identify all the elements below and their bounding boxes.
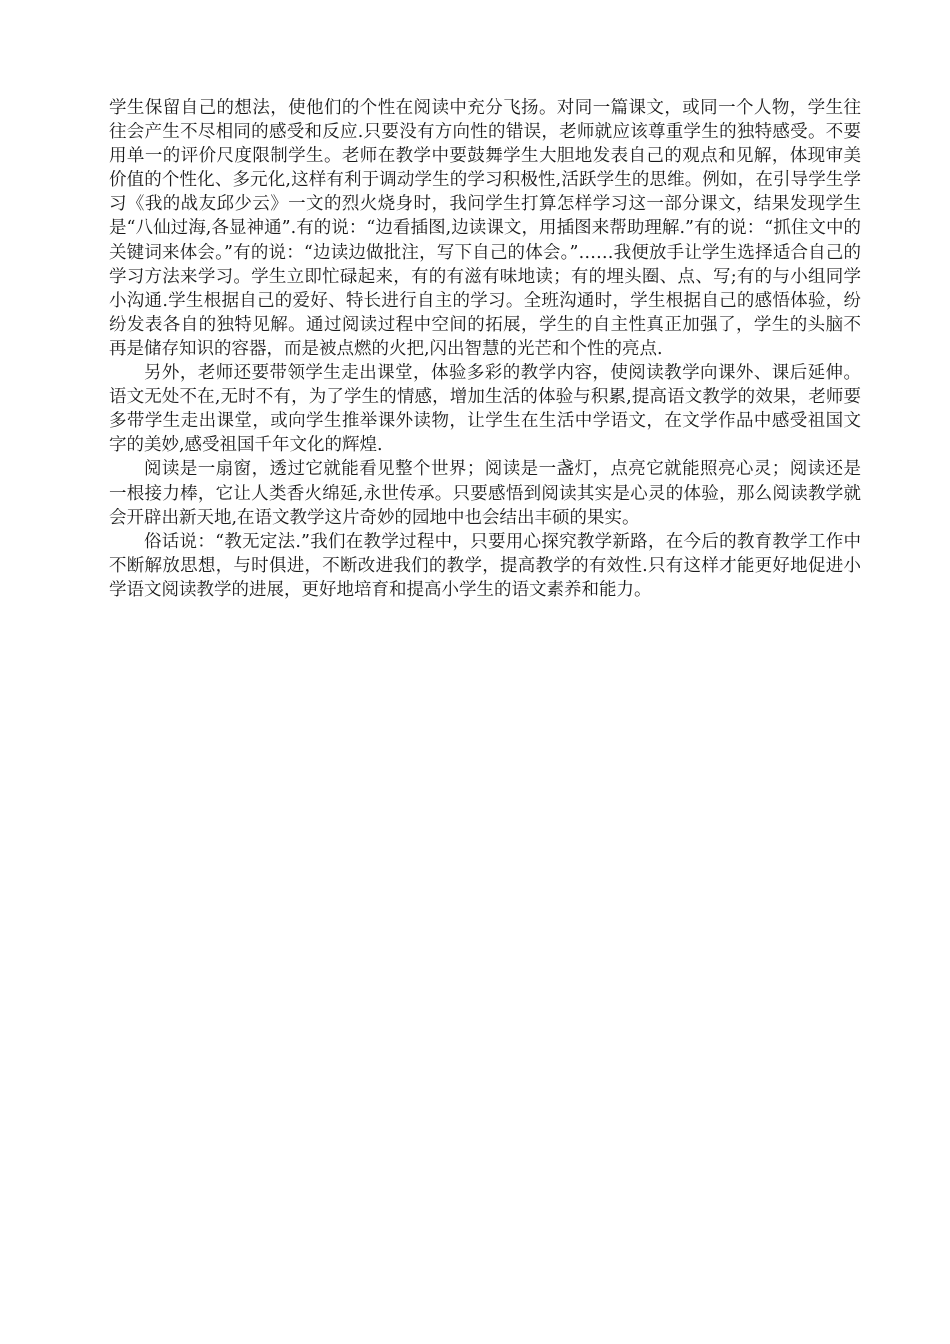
paragraph-extracurricular: 另外，老师还要带领学生走出课堂，体验多彩的教学内容，使阅读教学向课外、课后延伸。语文无处不在,无时不有，为了学生的情感，增加生活的体验与积累,提高语文教学的效果，老师要多带学生走出课堂，或向学生推举课外读物，让学生在生活中学语文，在文学作品中感受祖国文字的美妙,感受祖国千年文化的辉煌. bbox=[109, 363, 861, 456]
paragraph-continued: 学生保留自己的想法，使他们的个性在阅读中充分飞扬。对同一篇课文，或同一个人物，学生往往会产生不尽相同的感受和反应.只要没有方向性的错误，老师就应该尊重学生的独特感受。不要用单一的评价尺度限制学生。老师在教学中要鼓舞学生大胆地发表自己的观点和见解，体现审美价值的个性化、多元化,这样有利于调动学生的学习积极性,活跃学生的思维。例如，在引导学生学习《我的战友邱少云》一文的烈火烧身时，我问学生打算怎样学习这一部分课文，结果发现学生是“八仙过海,各显神通”.有的说：“边看插图,边读课文，用插图来帮助理解.”有的说：“抓住文中的关键词来体会。”有的说：“边读边做批注，写下自己的体会。”……我便放手让学生选择适合自己的学习方法来学习。学生立即忙碌起来，有的有滋有味地读；有的埋头圈、点、写;有的与小组同学小沟通.学生根据自己的爱好、特长进行自主的学习。全班沟通时，学生根据自己的感悟体验，纷纷发表各自的独特见解。通过阅读过程中空间的拓展，学生的自主性真正加强了，学生的头脑不再是储存知识的容器，而是被点燃的火把,闪出智慧的光芒和个性的亮点. bbox=[109, 98, 861, 359]
paragraph-conclusion: 俗话说：“教无定法.”我们在教学过程中，只要用心探究教学新路，在今后的教育教学工作中不断解放思想，与时俱进，不断改进我们的教学，提高教学的有效性.只有这样才能更好地促进小学语文阅读教学的进展，更好地培育和提高小学生的语文素养和能力。 bbox=[109, 531, 861, 600]
paragraph-reading-metaphor: 阅读是一扇窗，透过它就能看见整个世界；阅读是一盏灯，点亮它就能照亮心灵；阅读还是一根接力棒，它让人类香火绵延,永世传承。只要感悟到阅读其实是心灵的体验，那么阅读教学就会开辟出新天地,在语文教学这片奇妙的园地中也会结出丰硕的果实。 bbox=[109, 459, 861, 528]
document-body bbox=[109, 96, 861, 602]
